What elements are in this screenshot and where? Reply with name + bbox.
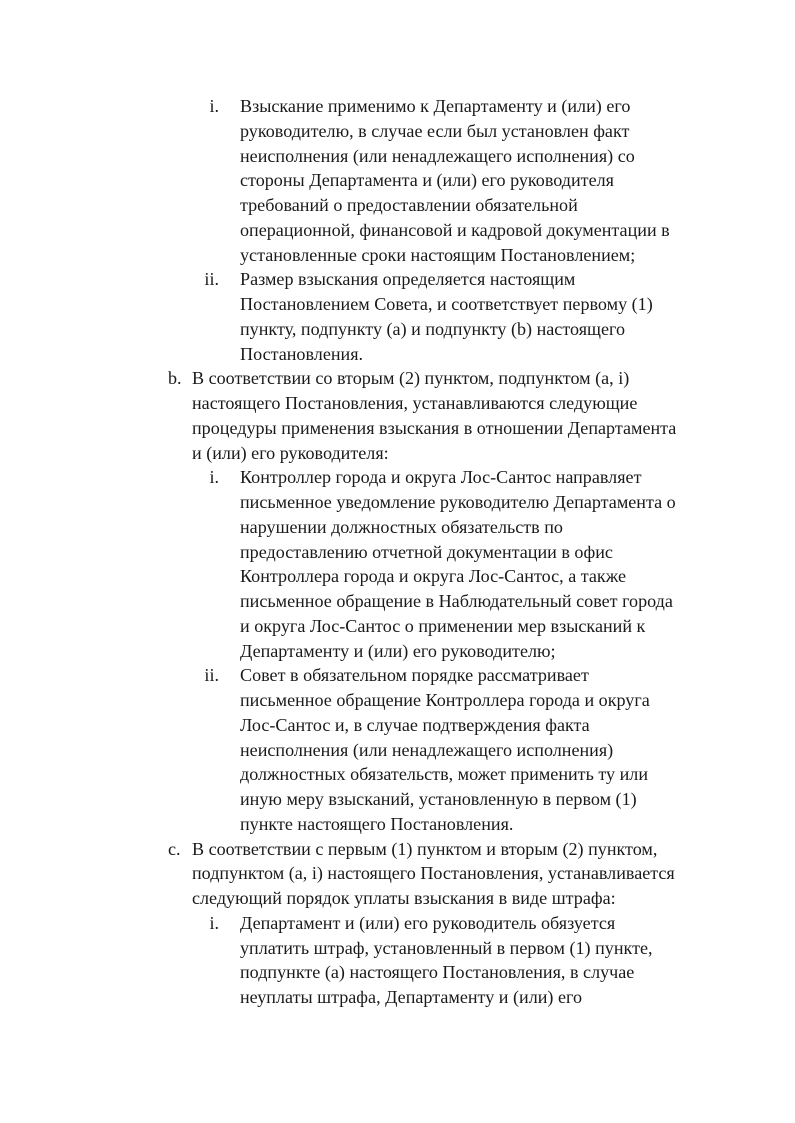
list-item-b	[0, 366, 702, 465]
text-line: неисполнения (или ненадлежащего исполнения) со	[240, 145, 635, 166]
text-line: настоящего Постановления, устанавливаются следующие	[192, 393, 638, 413]
text-line: Департамент и (или) его руководитель обязуется	[240, 912, 616, 933]
text-line: требований о предоставлении обязательной	[240, 195, 578, 215]
list-marker: b.	[168, 368, 182, 389]
list-marker: i.	[209, 96, 219, 116]
text-line: уплатить штраф, установленный в первом (1) пункте,	[240, 937, 653, 958]
text-line: подпункте (a) настоящего Постановления, в случае	[240, 962, 635, 983]
text-line: и округа Лос-Сантос о применении мер взысканий к	[240, 615, 646, 636]
text-line: неуплаты штрафа, Департаменту и (или) его	[240, 987, 583, 1007]
text-line: письменное уведомление руководителю Департамента о	[240, 492, 676, 512]
text-line: нарушении должностных обязательств по	[240, 516, 563, 537]
text-line: процедуры применения взыскания в отношении Департамента	[192, 417, 677, 438]
list-marker: c.	[168, 838, 181, 859]
text-line: письменное обращение Контроллера города и округа	[240, 690, 650, 710]
text-line: и (или) его руководителя:	[192, 442, 389, 463]
list-item-a-i	[0, 94, 702, 267]
text-line: неисполнения (или ненадлежащего исполнения)	[240, 739, 614, 760]
text-line: В соответствии с первым (1) пунктом и вторым (2) пунктом,	[192, 838, 658, 859]
list-marker: i.	[209, 912, 219, 933]
text-line: письменное обращение в Наблюдательный совет города	[240, 591, 673, 611]
list-item-b-i	[0, 465, 702, 663]
text-line: предоставлению отчетной документации в офис	[240, 541, 613, 562]
text-line: В соответствии со вторым (2) пунктом, подпунктом (a, i)	[192, 368, 630, 389]
document-page	[0, 94, 795, 1010]
text-line: Контроллер города и округа Лос-Сантос направляет	[240, 467, 642, 488]
text-line: иную меру взысканий, установленную в первом (1)	[240, 789, 637, 809]
text-line: стороны Департамента и (или) его руководителя	[240, 170, 614, 191]
text-line: операционной, финансовой и кадровой документации в	[240, 219, 670, 240]
list-item-c-i	[0, 911, 702, 1010]
list-marker: ii.	[204, 665, 219, 686]
list-item-a-ii	[0, 267, 702, 366]
list-item-c	[0, 837, 702, 911]
text-line: должностных обязательств, может применить ту или	[240, 764, 649, 785]
list-marker: i.	[209, 467, 219, 488]
text-line: Размер взыскания определяется настоящим	[240, 269, 576, 290]
text-line: Департаменту и (или) его руководителю;	[240, 640, 556, 661]
text-line: Лос-Сантос и, в случае подтверждения факта	[240, 714, 590, 735]
text-line: следующий порядок уплаты взыскания в виде штрафа:	[192, 888, 616, 908]
text-line: пункте настоящего Постановления.	[240, 813, 514, 834]
text-line: подпунктом (a, i) настоящего Постановления, устанавливается	[192, 863, 675, 884]
text-line: пункту, подпункту (a) и подпункту (b) настоящего	[240, 318, 626, 339]
list-marker: ii.	[204, 269, 219, 290]
text-line: Взыскание применимо к Департаменту и (или) его	[240, 96, 631, 116]
text-line: Постановлением Совета, и соответствует первому (1)	[240, 294, 653, 314]
text-line: руководителю, в случае если был установлен факт	[240, 120, 630, 141]
text-line: установленные сроки настоящим Постановлением;	[240, 244, 636, 265]
text-line: Постановления.	[240, 343, 364, 364]
text-line: Контроллера города и округа Лос-Сантос, а также	[240, 566, 626, 587]
list-item-b-ii	[0, 663, 702, 836]
text-line: Совет в обязательном порядке рассматривает	[240, 665, 589, 686]
